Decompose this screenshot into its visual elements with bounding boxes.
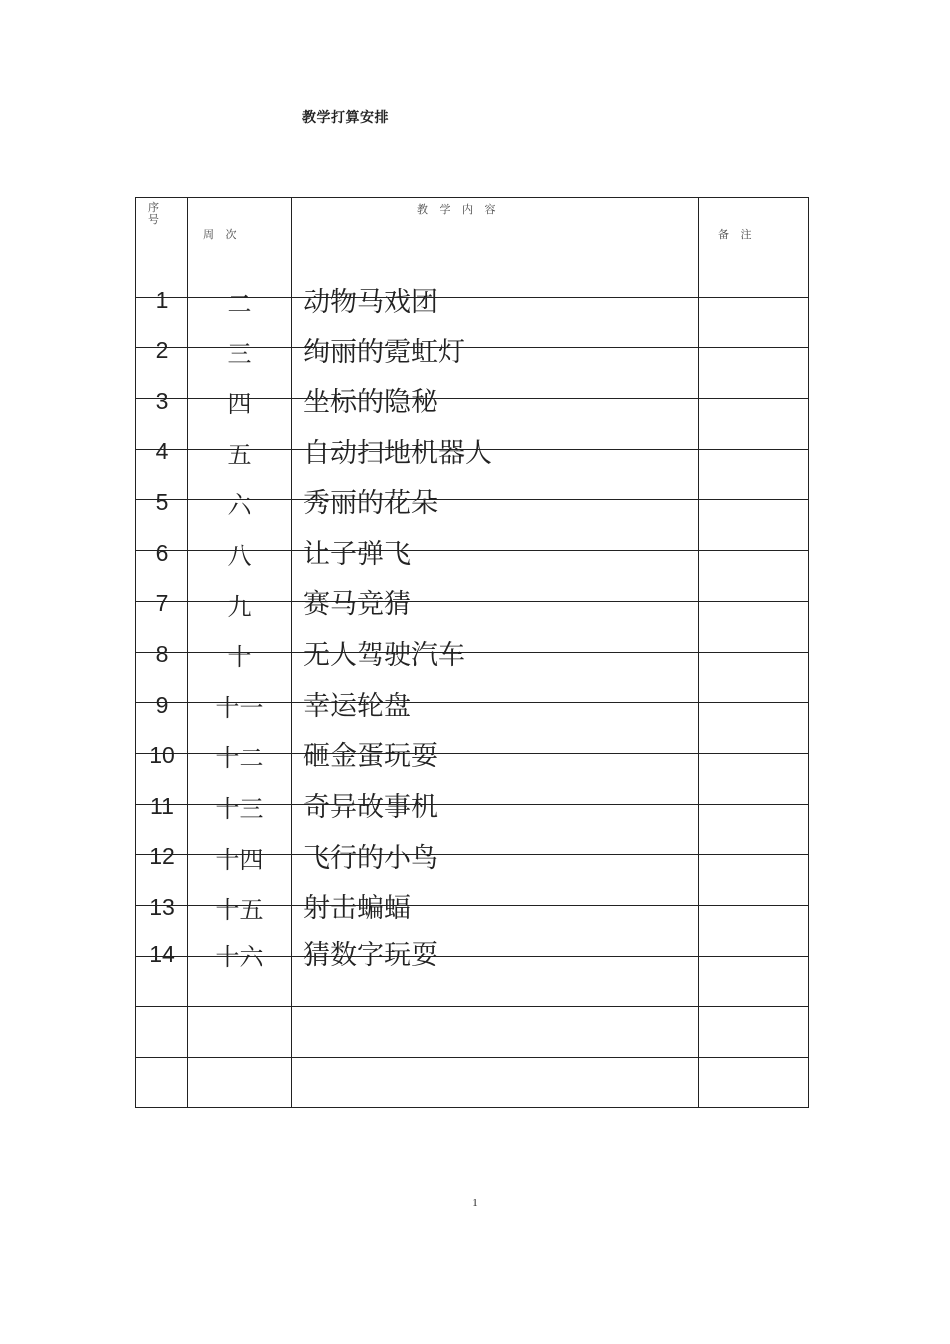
table-border-top xyxy=(135,197,809,198)
row-content: 幸运轮盘 xyxy=(303,691,411,722)
column-divider xyxy=(291,197,292,1108)
document-title: 教学打算安排 xyxy=(302,110,389,126)
column-divider xyxy=(698,197,699,1108)
header-week: 周 次 xyxy=(203,228,241,241)
header-note: 备 注 xyxy=(718,228,756,241)
row-number: 12 xyxy=(149,843,175,869)
row-number: 3 xyxy=(155,388,169,414)
row-week: 十四 xyxy=(215,846,264,874)
row-number: 6 xyxy=(155,540,169,566)
row-content: 飞行的小鸟 xyxy=(303,843,438,874)
row-number: 2 xyxy=(155,337,169,363)
row-content: 猜数字玩耍 xyxy=(303,940,438,971)
row-week: 十 xyxy=(227,643,252,671)
row-content: 让子弹飞 xyxy=(303,539,411,570)
row-number: 8 xyxy=(155,641,169,667)
header-content: 教 学 内 容 xyxy=(417,203,500,216)
row-week: 四 xyxy=(227,390,252,418)
row-content: 奇异故事机 xyxy=(303,792,438,823)
row-content: 赛马竞猜 xyxy=(303,589,411,620)
row-number: 7 xyxy=(155,590,169,616)
row-number: 5 xyxy=(155,489,169,515)
row-content: 自动扫地机器人 xyxy=(303,438,492,469)
row-week: 十三 xyxy=(215,795,264,823)
row-week: 十一 xyxy=(215,694,264,722)
row-number: 9 xyxy=(155,692,169,718)
row-number: 11 xyxy=(150,793,174,819)
row-number: 10 xyxy=(149,742,175,768)
table-border-bottom xyxy=(135,1107,809,1108)
row-week: 八 xyxy=(227,542,252,570)
row-week: 五 xyxy=(227,441,252,469)
header-seq: 序号 xyxy=(148,201,159,226)
row-number: 14 xyxy=(149,941,175,967)
row-divider xyxy=(135,1057,809,1058)
row-week: 十六 xyxy=(215,943,264,971)
row-number: 13 xyxy=(149,894,175,920)
row-week: 十五 xyxy=(215,896,264,924)
row-week: 二 xyxy=(227,290,252,318)
row-week: 三 xyxy=(227,340,252,368)
row-content: 动物马戏团 xyxy=(303,287,438,318)
row-week: 九 xyxy=(227,593,252,621)
row-week: 六 xyxy=(227,491,252,519)
row-week: 十二 xyxy=(215,744,264,772)
row-content: 无人驾驶汽车 xyxy=(303,640,465,671)
row-number: 1 xyxy=(155,287,169,313)
row-content: 坐标的隐秘 xyxy=(303,387,438,418)
row-content: 秀丽的花朵 xyxy=(303,488,438,519)
page-number: 1 xyxy=(472,1197,478,1209)
column-divider xyxy=(808,197,809,1108)
row-divider xyxy=(135,1006,809,1007)
row-content: 射击蝙蝠 xyxy=(303,893,411,924)
row-number: 4 xyxy=(155,438,169,464)
row-content: 绚丽的霓虹灯 xyxy=(303,337,465,368)
row-content: 砸金蛋玩耍 xyxy=(303,741,438,772)
